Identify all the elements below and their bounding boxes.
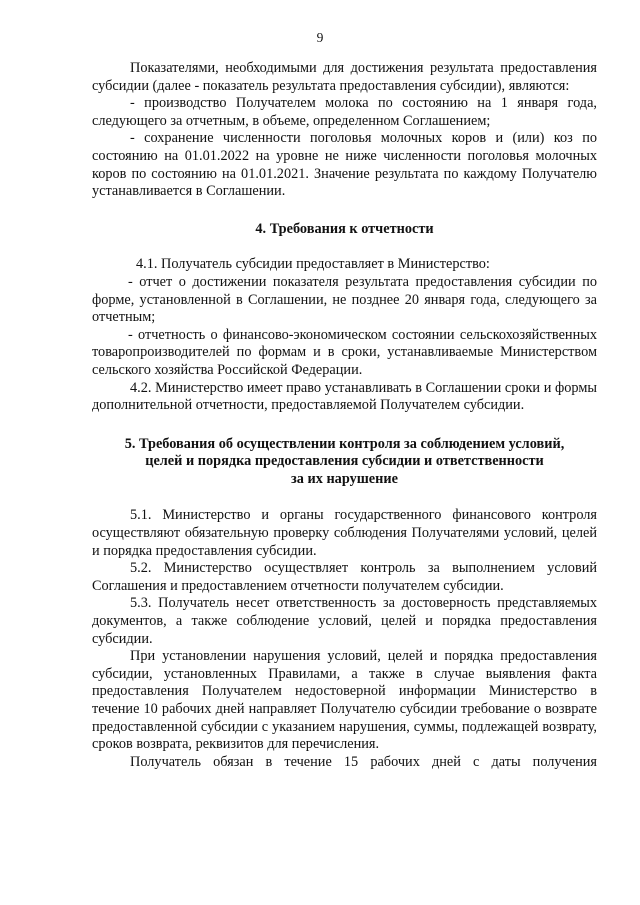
section-5-heading-line3: за их нарушение [291, 470, 398, 487]
paragraph-5-2: 5.2. Министерство осуществляет контроль за выполнением условий Соглашения и предоставлением отчетности получателем субсидии. [92, 560, 597, 594]
paragraph-milk-production: - производство Получателем молока по состоянию на 1 января года, следующего за отчетным, в объеме, определенном Соглашением; [92, 95, 597, 129]
document-body [92, 60, 597, 771]
paragraph-violation-procedure: При установлении нарушения условий, целей и порядка предоставления субсидии, установленных Правилами, а также в случае выявления факта предоставления Получателем недостоверной информации Министерство в течение 10 рабочих дней направляет Получателю субсидии требование о возврате предоставленной субсидии с указанием нарушения, суммы, подлежащей возврату, сроков возврата, реквизитов для перечисления. [92, 648, 597, 753]
paragraph-5-1: 5.1. Министерство и органы государственного финансового контроля осуществляют обязательную проверку соблюдения Получателями условий, целей и порядка предоставления субсидии. [92, 507, 597, 559]
paragraph-4-1-financial-report: - отчетность о финансово-экономическом состоянии сельскохозяйственных товаропроизводителей по формам и в сроки, устанавливаемые Министерством сельского хозяйства Российской Федерации. [92, 326, 597, 378]
paragraph-4-2: 4.2. Министерство имеет право устанавливать в Соглашении сроки и формы дополнительной отчетности, предоставляемой Получателем субсидии. [92, 379, 597, 414]
section-5-heading-line1: 5. Требования об осуществлении контроля за соблюдением условий, [124, 435, 565, 452]
paragraph-indicators: Показателями, необходимыми для достижения результата предоставления субсидии (далее - показатель результата предоставления субсидии), являются: [92, 60, 597, 94]
page-number: 9 [316, 30, 324, 45]
section-5-heading-line2: целей и порядка предоставления субсидии и ответственности [145, 453, 544, 470]
section-4-heading: 4. Требования к отчетности [255, 220, 434, 237]
paragraph-livestock-retention: - сохранение численности поголовья молочных коров и (или) коз по состоянию на 01.01.2022 на уровне не ниже численности поголовья молочных коров по состоянию на 01.01.2021. Значение результата по каждому Получателю устанавливается в Соглашении. [92, 130, 597, 200]
paragraph-recipient-obligation: Получатель обязан в течение 15 рабочих дней с даты получения [130, 753, 597, 770]
paragraph-4-1-report: - отчет о достижении показателя результата предоставления субсидии по форме, установленной в Соглашении, не позднее 20 января года, следующего за отчетным; [92, 273, 597, 326]
paragraph-5-3: 5.3. Получатель несет ответственность за достоверность представляемых документов, а также соблюдение условий, целей и порядка предоставления субсидии. [92, 595, 597, 647]
paragraph-4-1: 4.1. Получатель субсидии предоставляет в Министерство: [136, 256, 490, 273]
